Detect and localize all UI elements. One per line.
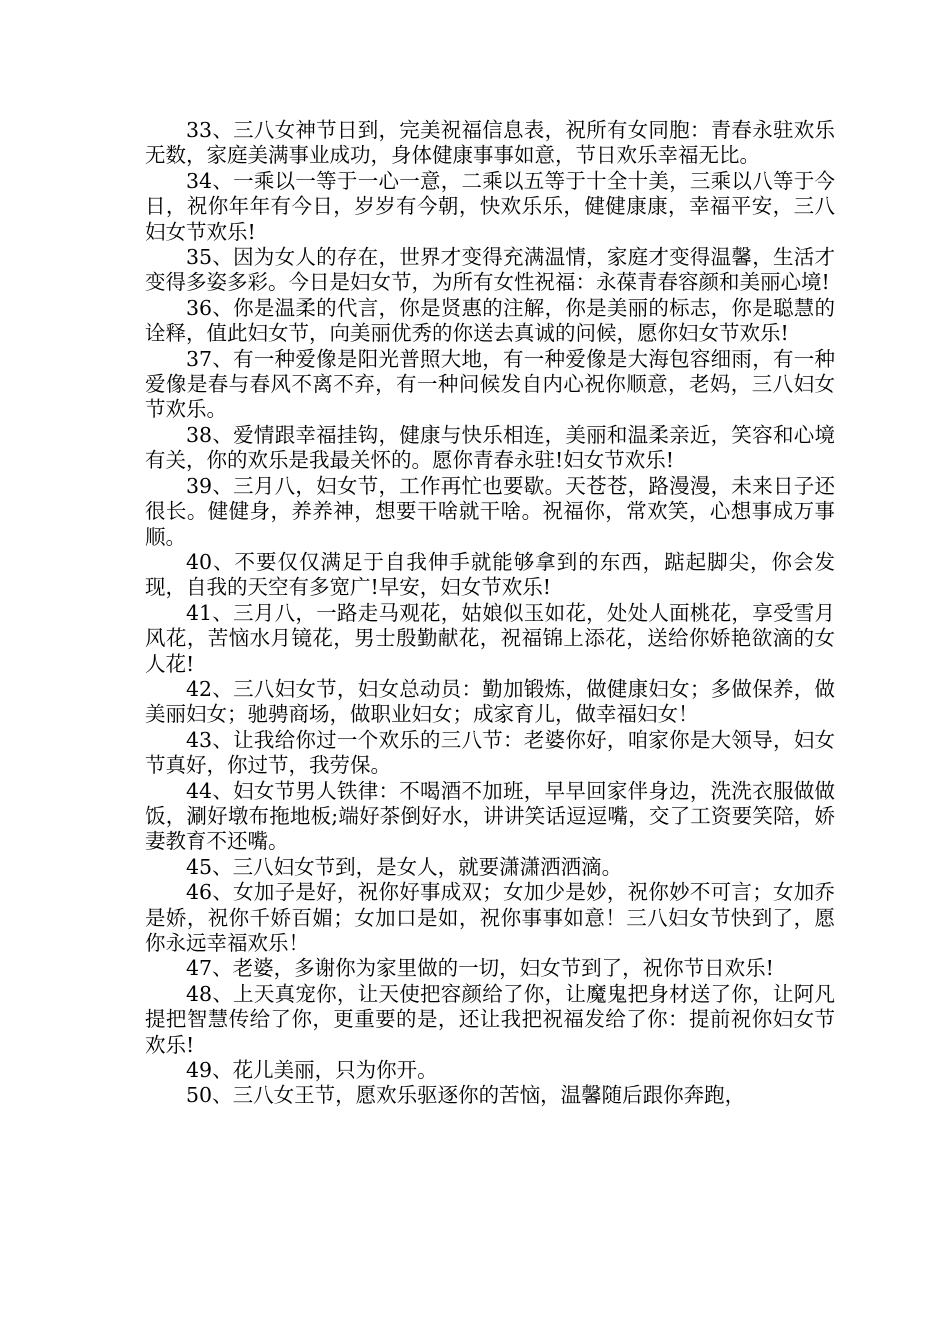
- paragraph-36: 36、你是温柔的代言，你是贤惠的注解，你是美丽的标志，你是聪慧的诠释，值此妇女节，向美丽优秀的你送去真诚的问候，愿你妇女节欢乐!: [145, 295, 835, 346]
- paragraph-39: 39、三月八，妇女节，工作再忙也要歇。天苍苍，路漫漫，未来日子还很长。健健身，养养神，想要干啥就干啥。祝福你，常欢笑，心想事成万事顺。: [145, 473, 835, 549]
- paragraph-50: 50、三八女王节，愿欢乐驱逐你的苦恼，温馨随后跟你奔跑，: [186, 1083, 746, 1108]
- paragraph-41: 41、三月八，一路走马观花，姑娘似玉如花，处处人面桃花，享受雪月风花，苦恼水月镜花，男士殷勤献花，祝福锦上添花，送给你娇艳欲滴的女人花!: [145, 600, 835, 676]
- paragraph-45: 45、三八妇女节到，是女人，就要潇潇洒洒滴。: [186, 854, 623, 879]
- paragraph-47: 47、老婆，多谢你为家里做的一切，妇女节到了，祝你节日欢乐!: [186, 956, 774, 981]
- paragraph-44: 44、妇女节男人铁律：不喝酒不加班，早早回家伴身边，洗洗衣服做做饭，涮好墩布拖地板;端好茶倒好水，讲讲笑话逗逗嘴，交了工资要笑陪，娇妻教育不还嘴。: [145, 778, 835, 854]
- document-body: [145, 118, 835, 1109]
- paragraph-46: 46、女加子是好，祝你好事成双；女加少是妙，祝你妙不可言；女加乔是娇，祝你千娇百媚；女加口是如，祝你事事如意！三八妇女节快到了，愿你永远幸福欢乐！: [145, 880, 835, 955]
- paragraph-49: 49、花儿美丽，只为你开。: [186, 1058, 438, 1083]
- paragraph-40: 40、不要仅仅满足于自我伸手就能够拿到的东西，踮起脚尖，你会发现，自我的天空有多宽广!早安，妇女节欢乐!: [145, 549, 835, 600]
- paragraph-43: 43、让我给你过一个欢乐的三八节：老婆你好，咱家你是大领导，妇女节真好，你过节，我劳保。: [145, 727, 835, 778]
- paragraph-42: 42、三八妇女节，妇女总动员：勤加锻炼，做健康妇女；多做保养，做美丽妇女；驰骋商场，做职业妇女；成家育儿，做幸福妇女！: [145, 676, 835, 727]
- paragraph-33: 33、三八女神节日到，完美祝福信息表，祝所有女同胞：青春永驻欢乐无数，家庭美满事业成功，身体健康事事如意，节日欢乐幸福无比。: [145, 118, 835, 168]
- paragraph-35: 35、因为女人的存在，世界才变得充满温情，家庭才变得温馨，生活才变得多姿多彩。今日是妇女节，为所有女性祝福：永葆青春容颜和美丽心境!: [145, 245, 835, 295]
- paragraph-38: 38、爱情跟幸福挂钩，健康与快乐相连，美丽和温柔亲近，笑容和心境有关，你的欢乐是我最关怀的。愿你青春永驻!妇女节欢乐!: [145, 422, 835, 473]
- paragraph-37: 37、有一种爱像是阳光普照大地，有一种爱像是大海包容细雨，有一种爱像是春与春风不离不弃，有一种问候发自内心祝你顺意，老妈，三八妇女节欢乐。: [145, 346, 835, 422]
- paragraph-48: 48、上天真宠你，让天使把容颜给了你，让魔鬼把身材送了你，让阿凡提把智慧传给了你，更重要的是，还让我把祝福发给了你：提前祝你妇女节欢乐!: [145, 981, 835, 1057]
- paragraph-34: 34、一乘以一等于一心一意，二乘以五等于十全十美，三乘以八等于今日，祝你年年有今日，岁岁有今朝，快欢乐乐，健健康康，幸福平安，三八妇女节欢乐!: [145, 168, 835, 244]
